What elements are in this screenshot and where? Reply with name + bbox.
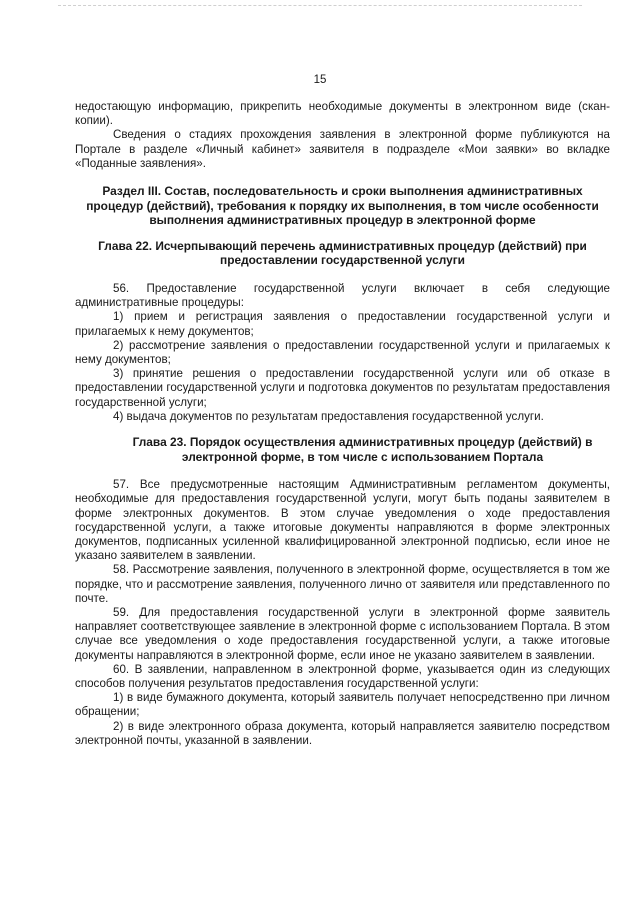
- list-item: 1) прием и регистрация заявления о предоставлении государственной услуги и прилагаемых к нему документов;: [75, 310, 610, 338]
- list-item: 2) в виде электронного образа документа, который направляется заявителю посредством электронной почты, указанной в заявлении.: [75, 719, 610, 747]
- paragraph: Сведения о стадиях прохождения заявления в электронной форме публикуются на Портале в разделе «Личный кабинет» заявителя в подразделе «Мои заявки» во вкладке «Поданные заявления».: [75, 128, 610, 170]
- document-body: [75, 100, 610, 748]
- list-item: 2) рассмотрение заявления о предоставлении государственной услуги и прилагаемых к нему документов;: [75, 338, 610, 366]
- paragraph: 60. В заявлении, направленном в электронной форме, указывается один из следующих способов получения результатов предоставления государственной услуги:: [75, 662, 610, 691]
- list-item: 4) выдача документов по результатам предоставления государственной услуги.: [113, 409, 544, 423]
- paragraph: 57. Все предусмотренные настоящим Административным регламентом документы, необходимые для предоставления государственной услуги, могут быть поданы заявителем в форме электронных документов. В этом случае уведомления о ходе предоставления государственной услуги, а также итоговые документы направляются в форме электронных документов, подписанных усиленной квалифицированной электронной подписью, если иное не указано заявителем в заявлении.: [75, 478, 610, 563]
- section-heading: Раздел III. Состав, последовательность и сроки выполнения административных процедур (действий), требования к порядку их выполнения, в том числе особенности выполнения административных процедур в электронной форме: [86, 184, 599, 228]
- paragraph: недостающую информацию, прикрепить необходимые документы в электронном виде (скан-копии).: [75, 100, 610, 128]
- list-item: 1) в виде бумажного документа, который заявитель получает непосредственно при личном обращении;: [75, 691, 610, 719]
- paragraph: 58. Рассмотрение заявления, полученного в электронной форме, осуществляется в том же порядке, что и рассмотрение заявления, полученного лично от заявителя или представленного по почте.: [75, 563, 610, 605]
- scan-top-edge: [58, 5, 582, 6]
- paragraph: 56. Предоставление государственной услуги включает в себя следующие административные процедуры:: [75, 281, 610, 310]
- page-number: 15: [313, 74, 327, 86]
- chapter-heading: Глава 22. Исчерпывающий перечень административных процедур (действий) при предоставлении государственной услуги: [98, 238, 587, 268]
- chapter-heading: Глава 23. Порядок осуществления административных процедур (действий) в электронной форме, в том числе с использованием Портала: [132, 435, 593, 464]
- list-item: 3) принятие решения о предоставлении государственной услуги или об отказе в предоставлении государственной услуги и подготовка документов по результатам предоставления государственной услуги;: [75, 367, 610, 409]
- paragraph: 59. Для предоставления государственной услуги в электронной форме заявитель направляет соответствующее заявление в электронной форме с использованием Портала. В этом случае все уведомления о ходе предоставления государственной услуги, а также итоговые документы направляются в электронной форме, если иное не указано заявителем в заявлении.: [75, 606, 610, 662]
